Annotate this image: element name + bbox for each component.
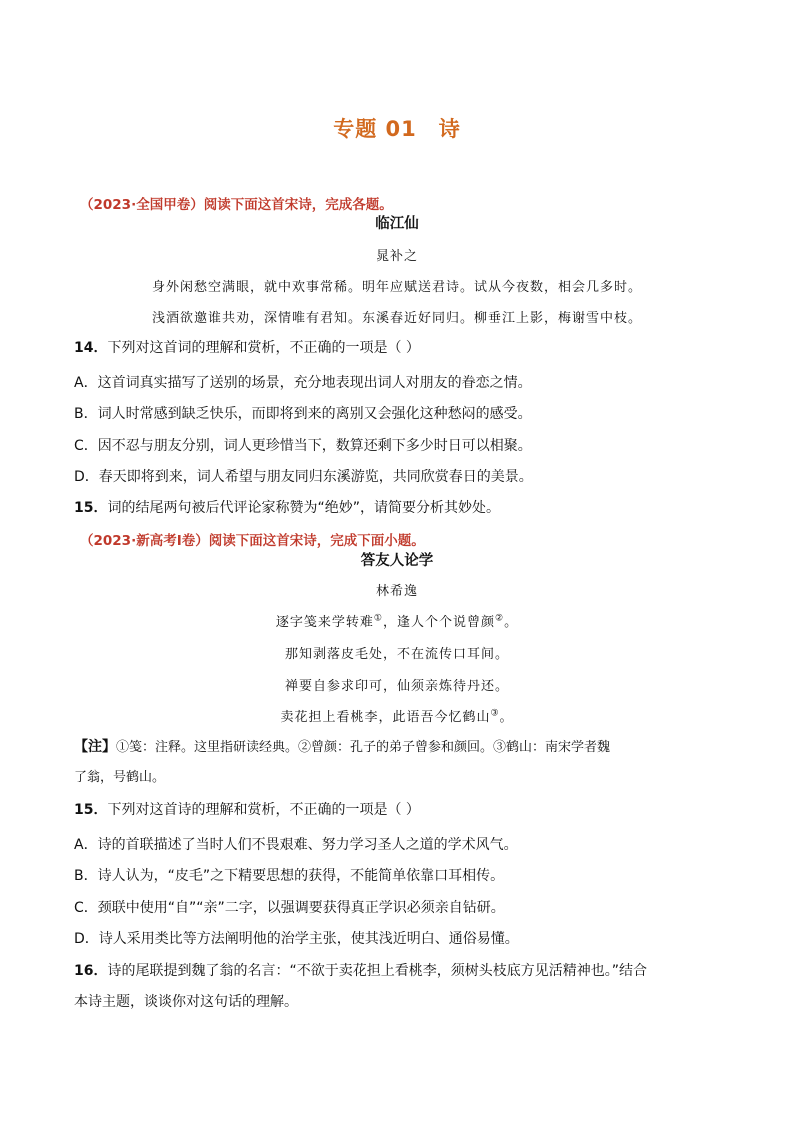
question-14-text: 下列对这首词的理解和赏析，不正确的一项是（ ）: [107, 340, 420, 356]
question-14-option-d: D．春天即将到来，词人希望与朋友同归东溪游览，共同欣赏春日的美景。: [74, 469, 533, 485]
question-15-text: 下列对这首诗的理解和赏析，不正确的一项是（ ）: [107, 802, 420, 818]
question-14-option-b: B．词人时常感到缺乏快乐，而即将到来的离别又会强化这种愁闷的感受。: [74, 406, 532, 422]
footnote-label: 【注】: [74, 739, 116, 755]
section2-poem-line-3: 禅要自参求印可，仙须亲炼待丹还。: [284, 679, 509, 694]
section1-poem-title: 临江仙: [375, 216, 419, 232]
question-14-option-c: C．因不忍与朋友分别，词人更珍惜当下，数算还剩下多少时日可以相聚。: [74, 438, 532, 454]
section2-poem-title: 答友人论学: [360, 553, 434, 569]
section1-author: 晁补之: [375, 249, 418, 264]
section2-poem-line-4: 卖花担上看桃李，此语吾今忆鹤山③。: [280, 708, 514, 725]
question-14-number: 14．: [74, 340, 108, 356]
section1-source: （2023·全国甲卷）阅读下面这首宋诗，完成各题。: [80, 197, 393, 213]
page-title: [0, 113, 794, 143]
footnote-line-2: 了翁，号鹤山。: [74, 770, 166, 785]
question-15-option-b: B．诗人认为，“皮毛”之下精要思想的获得，不能简单依靠口耳相传。: [74, 868, 505, 884]
question-15-number: 15．: [74, 802, 108, 818]
section2-poem-line-1: 逐字笺来学转难①，逢人个个说曾颜②。: [275, 613, 519, 630]
footnote: [74, 737, 724, 758]
question-16-number: 16．: [74, 963, 108, 979]
title-name: 诗: [438, 117, 461, 141]
question-15-first: [74, 498, 724, 518]
question-14-option-a: A．这首词真实描写了送别的场景，充分地表现出词人对朋友的眷恋之情。: [74, 375, 532, 391]
question-14-stem: [74, 338, 724, 358]
question-15-first-text: 词的结尾两句被后代评论家称赞为“绝妙”，请简要分析其妙处。: [107, 500, 500, 516]
question-16-text: 诗的尾联提到魏了翁的名言：“不欲于卖花担上看桃李，须树头枝底方见活精神也。”结合: [107, 963, 647, 979]
question-16-line-1: [74, 961, 724, 981]
question-15-option-c: C．颈联中使用“自”“亲”二字，以强调要获得真正学识必须亲自钻研。: [74, 900, 505, 916]
section1-poem-line-2: 浅酒欲邀谁共劝，深情唯有君知。东溪春近好同归。柳垂江上影，梅谢雪中枝。: [151, 311, 642, 326]
section2-poem-line-2: 那知剥落皮毛处，不在流传口耳间。: [284, 647, 509, 662]
section2-source: （2023·新高考Ⅰ卷）阅读下面这首宋诗，完成下面小题。: [80, 533, 425, 549]
section1-poem-line-1: 身外闲愁空满眼，就中欢事常稀。明年应赋送君诗。试从今夜数，相会几多时。: [151, 280, 642, 295]
section2-author: 林希逸: [375, 584, 418, 599]
question-15-stem: [74, 800, 724, 820]
footnote-line-1: ①笺：注释。这里指研读经典。②曾颜：孔子的弟子曾参和颜回。③鹤山：南宋学者魏: [116, 740, 611, 755]
question-16-line-2: 本诗主题，谈谈你对这句话的理解。: [74, 994, 298, 1010]
question-15-option-a: A．诗的首联描述了当时人们不畏艰难、努力学习圣人之道的学术风气。: [74, 837, 518, 853]
question-15-option-d: D．诗人采用类比等方法阐明他的治学主张，使其浅近明白、通俗易懂。: [74, 931, 519, 947]
question-15-first-number: 15．: [74, 500, 108, 516]
title-topic: 专题 01: [333, 117, 417, 141]
